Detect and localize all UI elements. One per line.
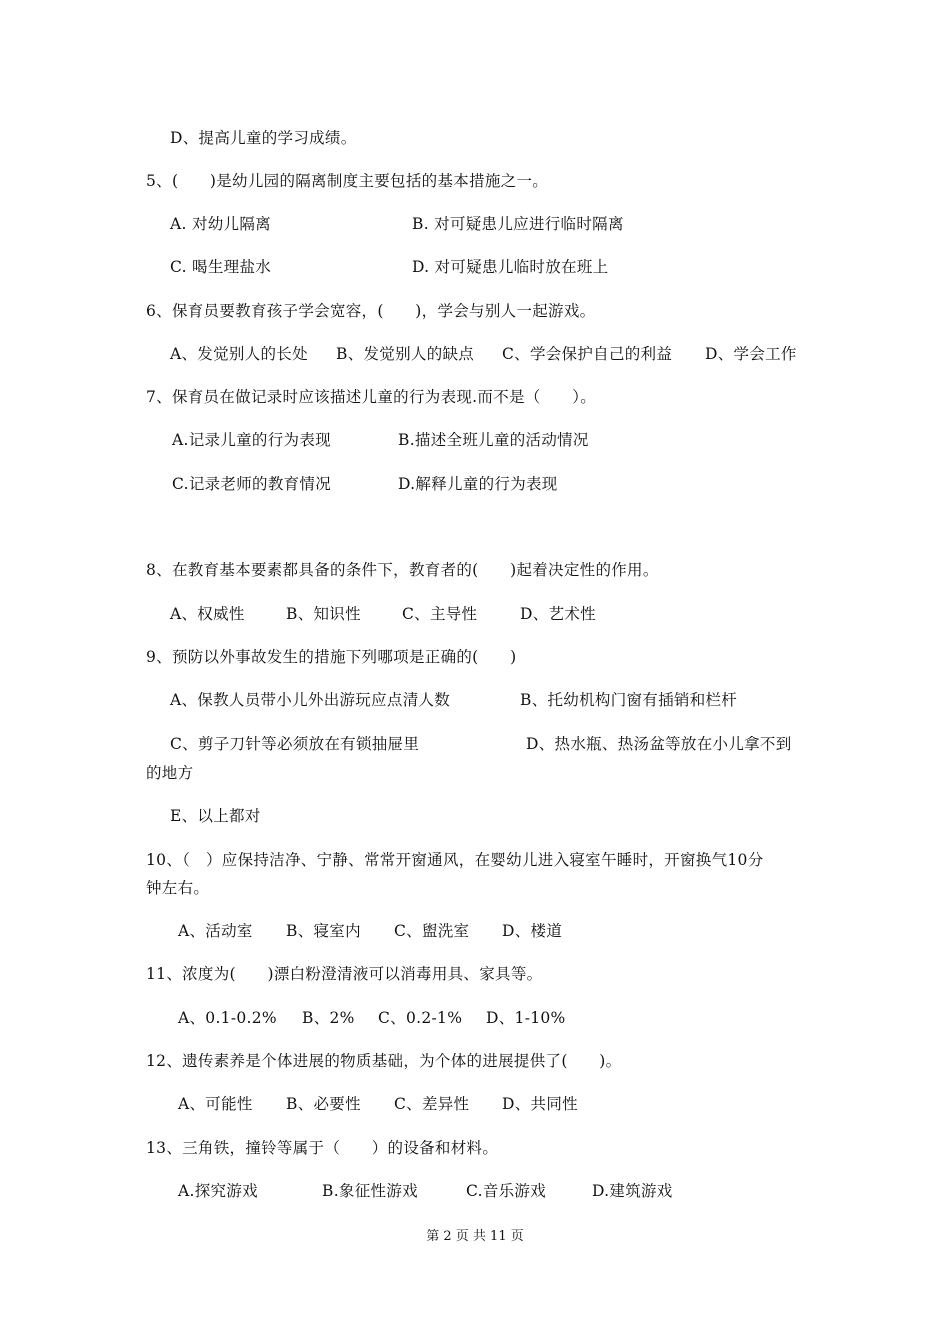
q12-option-d: D、共同性	[502, 1095, 578, 1113]
q10-option-c: C、盥洗室	[394, 922, 470, 940]
q9-option-a: A、保教人员带小儿外出游玩应点清人数	[170, 691, 451, 709]
q9-stem: 9、预防以外事故发生的措施下列哪项是正确的( )	[146, 648, 517, 666]
q13-option-d: D.建筑游戏	[592, 1182, 673, 1200]
q4-option-d: D、提高儿童的学习成绩。	[170, 129, 357, 147]
q8-option-d: D、艺术性	[520, 605, 596, 623]
q7-option-b: B.描述全班儿童的活动情况	[398, 431, 589, 449]
q10-stem-line2: 钟左右。	[146, 879, 210, 897]
q5-stem: 5、( )是幼儿园的隔离制度主要包括的基本措施之一。	[146, 172, 549, 190]
q8-stem: 8、在教育基本要素都具备的条件下，教育者的( )起着决定性的作用。	[146, 561, 659, 579]
q11-option-b: B、2%	[302, 1009, 355, 1027]
q13-stem: 13、三角铁，撞铃等属于（ ）的设备和材料。	[146, 1139, 499, 1157]
q9-option-b: B、托幼机构门窗有插销和栏杆	[520, 691, 738, 709]
q11-stem: 11、浓度为( )漂白粉澄清液可以消毒用具、家具等。	[146, 965, 543, 983]
q5-option-a: A. 对幼儿隔离	[170, 215, 271, 233]
page-number-footer: 第 2 页 共 11 页	[426, 1229, 524, 1244]
q11-option-c: C、0.2-1%	[378, 1009, 463, 1027]
q6-option-d: D、学会工作	[705, 345, 797, 363]
q12-option-a: A、可能性	[178, 1095, 253, 1113]
q7-option-a: A.记录儿童的行为表现	[172, 431, 331, 449]
q8-option-b: B、知识性	[286, 605, 361, 623]
q9-option-d-line1: D、热水瓶、热汤盆等放在小儿拿不到	[526, 735, 792, 753]
q7-option-c: C.记录老师的教育情况	[172, 475, 332, 493]
q5-option-c: C. 喝生理盐水	[170, 258, 272, 276]
q13-option-a: A.探究游戏	[178, 1182, 258, 1200]
q6-option-c: C、学会保护自己的利益	[502, 345, 673, 363]
q9-option-d-line2: 的地方	[146, 764, 194, 782]
q10-option-b: B、寝室内	[286, 922, 361, 940]
q9-option-c: C、剪子刀针等必须放在有锁抽屉里	[170, 735, 420, 753]
q6-stem: 6、保育员要教育孩子学会宽容，( )，学会与别人一起游戏。	[146, 302, 596, 320]
q7-stem: 7、保育员在做记录时应该描述儿童的行为表现.而不是（ ）。	[146, 388, 597, 406]
q13-option-b: B.象征性游戏	[322, 1182, 418, 1200]
q6-option-a: A、发觉别人的长处	[170, 345, 308, 363]
q5-option-b: B. 对可疑患儿应进行临时隔离	[412, 215, 624, 233]
q13-option-c: C.音乐游戏	[466, 1182, 547, 1200]
q6-option-b: B、发觉别人的缺点	[336, 345, 475, 363]
q8-option-c: C、主导性	[402, 605, 478, 623]
q9-option-e: E、以上都对	[170, 807, 261, 825]
q7-option-d: D.解释儿童的行为表现	[398, 475, 558, 493]
q12-option-c: C、差异性	[394, 1095, 470, 1113]
q12-stem: 12、遗传素养是个体进展的物质基础，为个体的进展提供了( )。	[146, 1052, 622, 1070]
q11-option-a: A、0.1-0.2%	[178, 1009, 277, 1027]
q10-option-d: D、楼道	[502, 922, 563, 940]
q10-stem-line1: 10、（ ）应保持洁净、宁静、常常开窗通风，在婴幼儿进入寝室午睡时，开窗换气10分	[146, 851, 764, 869]
q10-option-a: A、活动室	[178, 922, 253, 940]
q5-option-d: D. 对可疑患儿临时放在班上	[412, 258, 609, 276]
q8-option-a: A、权威性	[170, 605, 245, 623]
q11-option-d: D、1-10%	[486, 1009, 566, 1027]
q12-option-b: B、必要性	[286, 1095, 361, 1113]
